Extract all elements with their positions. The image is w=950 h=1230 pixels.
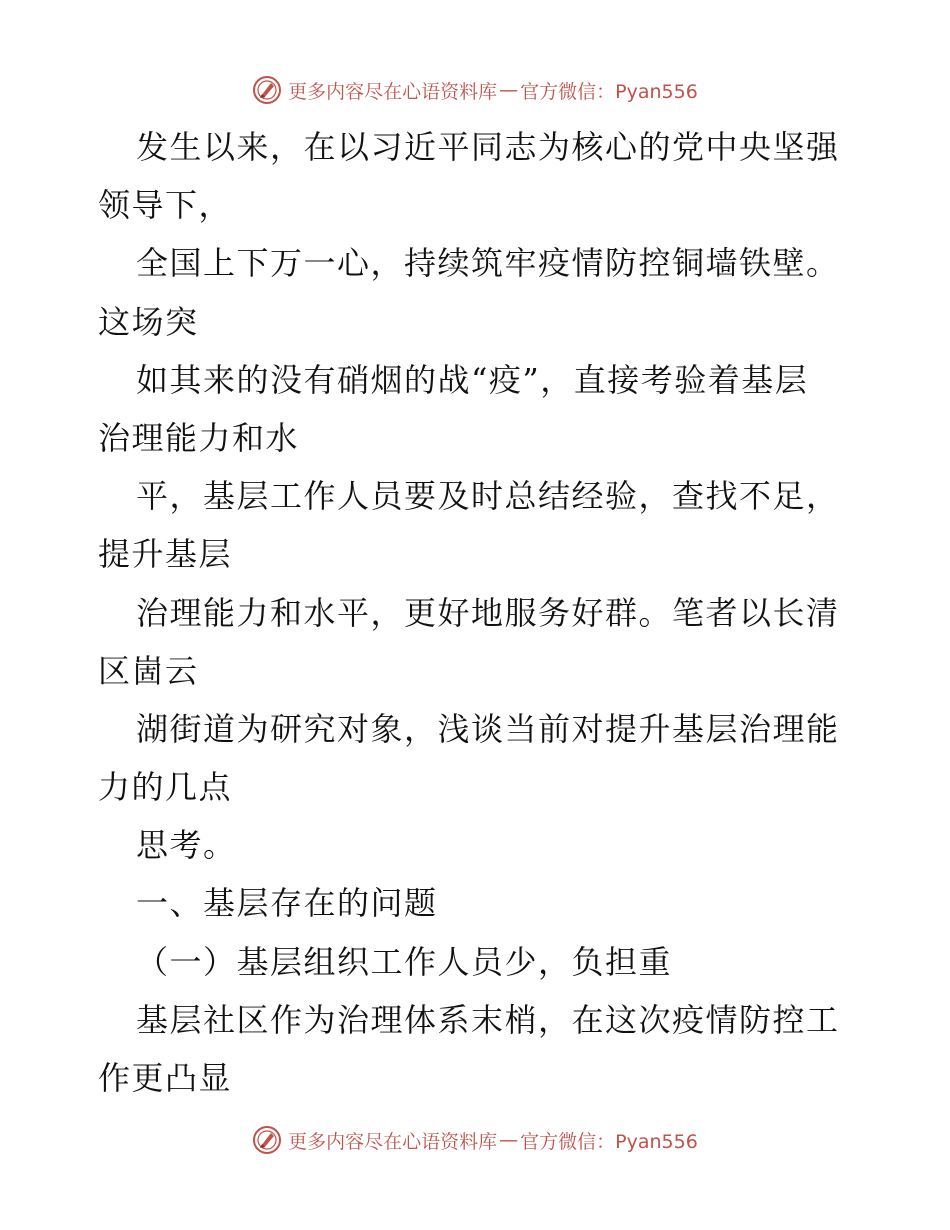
header-wechat-text: 官方微信：Pyan556	[520, 80, 698, 103]
text-line: 如其来的没有硝烟的战“疫”，直接考验着基层	[136, 360, 809, 399]
text-line: 湖街道为研究对象，浅谈当前对提升基层治理能	[136, 709, 840, 748]
text-line: 平，基层工作人员要及时总结经验，查找不足，	[136, 477, 840, 516]
text-line: 提升基层	[98, 535, 233, 574]
text-line: 全国上下万一心，持续筑牢疫情防控铜墙铁壁。	[136, 244, 840, 283]
text-line: 领导下，	[98, 186, 233, 225]
footer-site-text: 更多内容尽在心语资料库	[288, 1130, 498, 1153]
text-line: 基层社区作为治理体系末梢，在这次疫情防控工	[136, 1000, 840, 1039]
text-line: （一）基层组织工作人员少，负担重	[136, 942, 673, 981]
footer-banner	[0, 1120, 950, 1160]
text-line: 发生以来，在以习近平同志为核心的党中央坚强	[136, 128, 840, 166]
header-site-text: 更多内容尽在心语资料库	[288, 80, 498, 103]
text-line: 一、基层存在的问题	[136, 884, 438, 923]
text-line: 作更凸显	[98, 1059, 233, 1097]
text-line: 这场突	[98, 302, 199, 341]
header-separator: —	[499, 79, 519, 101]
text-line: 治理能力和水	[98, 418, 300, 457]
pen-nib-logo-icon	[252, 75, 282, 105]
header-banner	[0, 70, 950, 110]
text-line: 力的几点	[98, 768, 233, 807]
pen-nib-logo-icon	[252, 1125, 282, 1155]
text-line: 区崮云	[98, 651, 199, 690]
footer-separator: —	[499, 1129, 519, 1151]
text-line: 思考。	[136, 826, 237, 865]
footer-wechat-text: 官方微信：Pyan556	[520, 1130, 698, 1153]
document-body	[98, 118, 858, 1107]
text-line: 治理能力和水平，更好地服务好群。笔者以长清	[136, 593, 840, 632]
